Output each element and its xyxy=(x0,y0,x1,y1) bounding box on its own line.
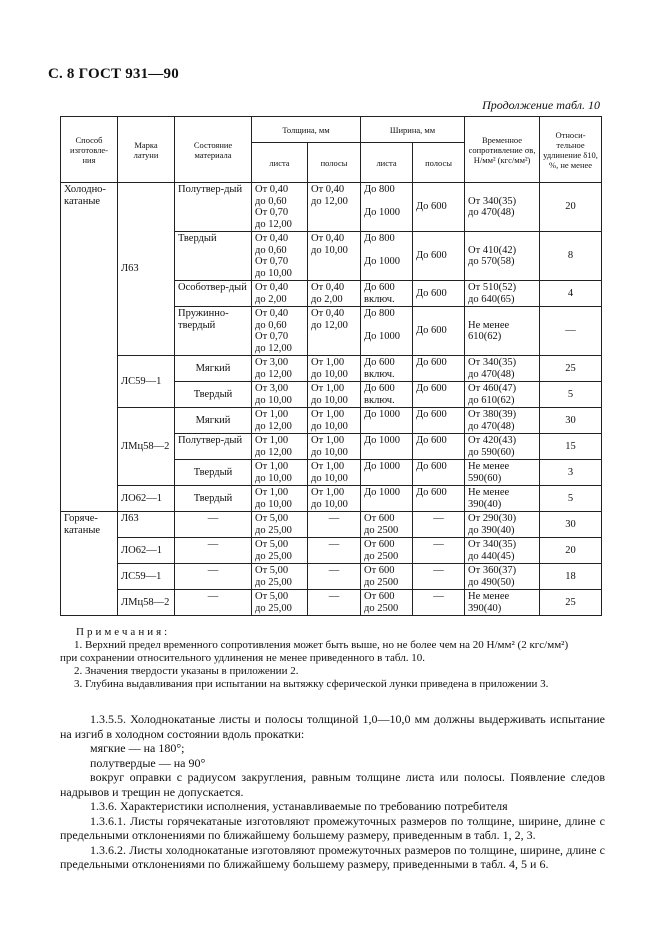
col-elongation: Относи-тельное удлинение δ10, %, не менее xyxy=(540,117,602,183)
state-cell: Мягкий xyxy=(175,408,252,434)
col-width-sheet: листа xyxy=(361,143,413,183)
thickness-strip-cell: — xyxy=(308,590,361,616)
paragraph-1-3-6: 1.3.6. Характеристики исполнения, устанавливаемые по требованию потребителя xyxy=(90,799,508,813)
tensile-cell: От 340(35) до 470(48) xyxy=(465,356,540,382)
paragraph-1-3-6-1: 1.3.6.1. Листы горячекатаные изготовляют промежуточных размеров по толщине, ширине, длине с предельными отклонениями по ближайшему большему размеру, приведенным в табл. 1, 2, 3. xyxy=(60,813,605,842)
thickness-strip-cell: — xyxy=(308,564,361,590)
col-method: Способ изготовле-ния xyxy=(61,117,118,183)
tensile-cell: От 380(39) до 470(48) xyxy=(465,408,540,434)
state-cell: — xyxy=(175,512,252,538)
width-sheet-cell: От 600 до 2500 xyxy=(361,564,413,590)
thickness-strip-cell: От 1,00 до 10,00 xyxy=(308,408,361,434)
elongation-cell: 25 xyxy=(540,590,602,616)
width-strip-cell: — xyxy=(413,564,465,590)
grade-cell: ЛС59—1 xyxy=(118,564,175,590)
elongation-cell: 18 xyxy=(540,564,602,590)
width-sheet-cell: До 1000 xyxy=(361,460,413,486)
state-cell: Твердый xyxy=(175,382,252,408)
col-thickness-sheet: листа xyxy=(252,143,308,183)
elongation-cell: 30 xyxy=(540,408,602,434)
state-cell: Полутвер-дый xyxy=(175,434,252,460)
width-sheet-cell: До 600 включ. xyxy=(361,382,413,408)
thickness-sheet-cell: От 0,40 до 0,60 От 0,70 до 10,00 xyxy=(252,232,308,281)
elongation-cell: 30 xyxy=(540,512,602,538)
elongation-cell: 3 xyxy=(540,460,602,486)
col-thickness-strip: полосы xyxy=(308,143,361,183)
properties-table xyxy=(60,116,602,616)
width-sheet-cell: До 600 включ. xyxy=(361,356,413,382)
thickness-strip-cell: От 1,00 до 10,00 xyxy=(308,356,361,382)
width-sheet-cell: До 800 До 1000 xyxy=(361,232,413,281)
width-sheet-cell: От 600 до 2500 xyxy=(361,590,413,616)
state-cell: — xyxy=(175,538,252,564)
thickness-sheet-cell: От 1,00 до 10,00 xyxy=(252,460,308,486)
width-strip-cell: До 600 xyxy=(413,183,465,232)
state-cell: Полутвер-дый xyxy=(175,183,252,232)
tensile-cell: От 420(43) до 590(60) xyxy=(465,434,540,460)
width-sheet-cell: От 600 до 2500 xyxy=(361,512,413,538)
grade-cell: ЛМц58—2 xyxy=(118,590,175,616)
grade-cell: ЛМц58—2 xyxy=(118,408,175,486)
note-1-cont: при сохранении относительного удлинения не менее приведенного в табл. 10. xyxy=(60,652,425,664)
col-width: Ширина, мм xyxy=(361,117,465,143)
elongation-cell: 20 xyxy=(540,183,602,232)
width-strip-cell: До 600 xyxy=(413,356,465,382)
state-cell: — xyxy=(175,564,252,590)
state-cell: Пружинно-твердый xyxy=(175,307,252,356)
elongation-cell: — xyxy=(540,307,602,356)
elongation-cell: 8 xyxy=(540,232,602,281)
width-strip-cell: До 600 xyxy=(413,232,465,281)
thickness-sheet-cell: От 0,40 до 0,60 От 0,70 до 12,00 xyxy=(252,307,308,356)
grade-cell: ЛО62—1 xyxy=(118,486,175,512)
state-cell: Твердый xyxy=(175,460,252,486)
width-sheet-cell: До 800 До 1000 xyxy=(361,307,413,356)
thickness-sheet-cell: От 5,00 до 25,00 xyxy=(252,590,308,616)
tensile-cell: Не менее 390(40) xyxy=(465,590,540,616)
width-sheet-cell: От 600 до 2500 xyxy=(361,538,413,564)
thickness-sheet-cell: От 3,00 до 12,00 xyxy=(252,356,308,382)
thickness-sheet-cell: От 1,00 до 12,00 xyxy=(252,434,308,460)
thickness-sheet-cell: От 1,00 до 10,00 xyxy=(252,486,308,512)
paragraph-soft: мягкие — на 180°; xyxy=(90,741,185,755)
thickness-sheet-cell: От 3,00 до 10,00 xyxy=(252,382,308,408)
thickness-sheet-cell: От 5,00 до 25,00 xyxy=(252,512,308,538)
thickness-strip-cell: От 0,40 до 12,00 xyxy=(308,307,361,356)
grade-cell: Л63 xyxy=(118,512,175,538)
width-strip-cell: До 600 xyxy=(413,408,465,434)
thickness-strip-cell: От 0,40 до 10,00 xyxy=(308,232,361,281)
state-cell: Особотвер-дый xyxy=(175,281,252,307)
thickness-sheet-cell: От 5,00 до 25,00 xyxy=(252,564,308,590)
body-text xyxy=(60,712,605,872)
note-3: 3. Глубина выдавливания при испытании на вытяжку сферической лунки приведена в приложении 3. xyxy=(74,678,549,690)
thickness-strip-cell: От 1,00 до 10,00 xyxy=(308,382,361,408)
grade-cell: Л63 xyxy=(118,183,175,356)
width-strip-cell: — xyxy=(413,590,465,616)
table-row xyxy=(61,564,602,590)
table-row xyxy=(61,590,602,616)
thickness-strip-cell: От 1,00 до 10,00 xyxy=(308,460,361,486)
tensile-cell: Не менее 590(60) xyxy=(465,460,540,486)
elongation-cell: 25 xyxy=(540,356,602,382)
elongation-cell: 20 xyxy=(540,538,602,564)
width-strip-cell: До 600 xyxy=(413,281,465,307)
table-row xyxy=(61,408,602,434)
tensile-cell: От 340(35) до 470(48) xyxy=(465,183,540,232)
thickness-strip-cell: От 0,40 до 12,00 xyxy=(308,183,361,232)
width-sheet-cell: До 600 включ. xyxy=(361,281,413,307)
tensile-cell: От 510(52) до 640(65) xyxy=(465,281,540,307)
thickness-strip-cell: От 1,00 до 10,00 xyxy=(308,434,361,460)
notes-block xyxy=(60,626,616,691)
col-grade: Марка латуни xyxy=(118,117,175,183)
table-row xyxy=(61,512,602,538)
tensile-cell: От 290(30) до 390(40) xyxy=(465,512,540,538)
width-strip-cell: До 600 xyxy=(413,460,465,486)
width-strip-cell: До 600 xyxy=(413,382,465,408)
width-strip-cell: — xyxy=(413,538,465,564)
paragraph-1-3-5-5: 1.3.5.5. Холоднокатаные листы и полосы толщиной 1,0—10,0 мм должны выдерживать испытание на изгиб в холодном состоянии вдоль прокатки: xyxy=(60,712,605,741)
elongation-cell: 5 xyxy=(540,382,602,408)
elongation-cell: 15 xyxy=(540,434,602,460)
col-thickness: Толщина, мм xyxy=(252,117,361,143)
notes-title: Примечания: xyxy=(76,626,171,638)
table-caption: Продолжение табл. 10 xyxy=(482,98,600,112)
tensile-cell: От 460(47) до 610(62) xyxy=(465,382,540,408)
thickness-strip-cell: От 0,40 до 2,00 xyxy=(308,281,361,307)
thickness-strip-cell: — xyxy=(308,512,361,538)
method-cell: Холодно-катаные xyxy=(61,183,118,512)
thickness-sheet-cell: От 0,40 до 2,00 xyxy=(252,281,308,307)
tensile-cell: Не менее 610(62) xyxy=(465,307,540,356)
table-row xyxy=(61,486,602,512)
thickness-sheet-cell: От 0,40 до 0,60 От 0,70 до 12,00 xyxy=(252,183,308,232)
state-cell: Твердый xyxy=(175,486,252,512)
table-row xyxy=(61,183,602,232)
paragraph-1-3-6-2: 1.3.6.2. Листы холоднокатаные изготовляют промежуточных размеров по толщине, ширине, длине с предельными отклонениями по ближайшему большему размеру, приведенными в табл. 4, 5 и 6. xyxy=(60,842,605,871)
col-state: Состояние материала xyxy=(175,117,252,183)
state-cell: — xyxy=(175,590,252,616)
col-tensile: Временное сопротивление σв, Н/мм² (кгс/мм²) xyxy=(465,117,540,183)
table-row xyxy=(61,538,602,564)
elongation-cell: 4 xyxy=(540,281,602,307)
table-row xyxy=(61,356,602,382)
tensile-cell: От 340(35) до 440(45) xyxy=(465,538,540,564)
method-cell: Горяче-катаные xyxy=(61,512,118,616)
state-cell: Твердый xyxy=(175,232,252,281)
tensile-cell: Не менее 390(40) xyxy=(465,486,540,512)
width-sheet-cell: До 1000 xyxy=(361,486,413,512)
page-header: С. 8 ГОСТ 931—90 xyxy=(48,66,179,82)
paragraph-mandrel: вокруг оправки с радиусом закругления, равным толщине листа или полосы. Появление следов надрывов и трещин не допускается. xyxy=(60,770,605,799)
width-sheet-cell: До 1000 xyxy=(361,434,413,460)
elongation-cell: 5 xyxy=(540,486,602,512)
width-sheet-cell: До 800 До 1000 xyxy=(361,183,413,232)
tensile-cell: От 360(37) до 490(50) xyxy=(465,564,540,590)
col-width-strip: полосы xyxy=(413,143,465,183)
thickness-sheet-cell: От 5,00 до 25,00 xyxy=(252,538,308,564)
thickness-strip-cell: От 1,00 до 10,00 xyxy=(308,486,361,512)
grade-cell: ЛС59—1 xyxy=(118,356,175,408)
paragraph-half-hard: полутвердые — на 90° xyxy=(90,755,206,770)
thickness-sheet-cell: От 1,00 до 12,00 xyxy=(252,408,308,434)
width-strip-cell: — xyxy=(413,512,465,538)
note-2: 2. Значения твердости указаны в приложении 2. xyxy=(74,665,299,677)
state-cell: Мягкий xyxy=(175,356,252,382)
tensile-cell: От 410(42) до 570(58) xyxy=(465,232,540,281)
width-strip-cell: До 600 xyxy=(413,486,465,512)
note-1: 1. Верхний предел временного сопротивления может быть выше, но не более чем на 20 Н/мм² (2 кгс/мм²) xyxy=(74,639,569,651)
grade-cell: ЛО62—1 xyxy=(118,538,175,564)
thickness-strip-cell: — xyxy=(308,538,361,564)
width-sheet-cell: До 1000 xyxy=(361,408,413,434)
width-strip-cell: До 600 xyxy=(413,434,465,460)
width-strip-cell: До 600 xyxy=(413,307,465,356)
